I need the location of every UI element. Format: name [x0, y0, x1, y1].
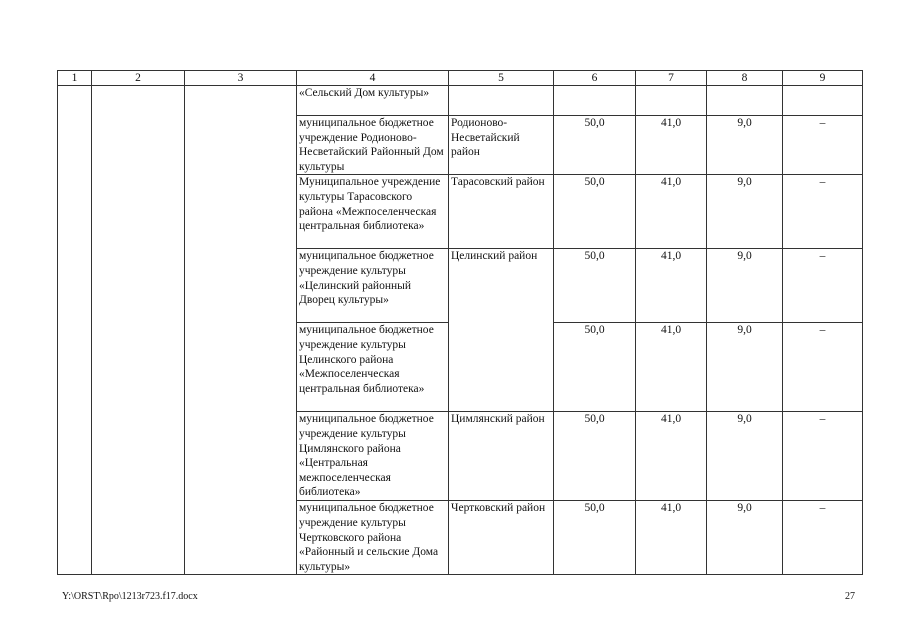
col-header-5: 5	[449, 71, 554, 86]
cell-value-8: 9,0	[707, 116, 783, 175]
cell-value-6: 50,0	[554, 175, 636, 249]
cell-district: Родионово-Несветайский район	[449, 116, 554, 175]
cell-value-9: –	[783, 116, 863, 175]
cell-value-9: –	[783, 323, 863, 412]
cell-value-7: 41,0	[636, 175, 707, 249]
cell-institution: муниципальное бюджетное учреждение культуры Целинского района «Межпоселенческая центральная библиотека»	[297, 323, 449, 412]
cell-value-8: 9,0	[707, 249, 783, 323]
cell-institution: «Сельский Дом культуры»	[297, 86, 449, 116]
cell-institution: муниципальное бюджетное учреждение культуры «Целинский районный Дворец культуры»	[297, 249, 449, 323]
cell-value-7: 41,0	[636, 412, 707, 501]
cell-value-6: 50,0	[554, 323, 636, 412]
col-header-6: 6	[554, 71, 636, 86]
cell-value-8: 9,0	[707, 412, 783, 501]
cell-district: Цимлянский район	[449, 412, 554, 501]
data-table	[57, 70, 863, 575]
cell-district: Чертковский район	[449, 501, 554, 575]
cell-institution: муниципальное бюджетное учреждение культуры Цимлянского района «Центральная межпоселенческая библиотека»	[297, 412, 449, 501]
cell-institution: Муниципальное учреждение культуры Тарасовского района «Межпоселенческая центральная библиотека»	[297, 175, 449, 249]
col-header-2: 2	[92, 71, 185, 86]
col-header-9: 9	[783, 71, 863, 86]
cell-value-8	[707, 86, 783, 116]
cell-col3	[185, 86, 297, 575]
col-header-4: 4	[297, 71, 449, 86]
cell-district: Тарасовский район	[449, 175, 554, 249]
cell-value-7	[636, 86, 707, 116]
col-header-1: 1	[58, 71, 92, 86]
cell-value-6: 50,0	[554, 412, 636, 501]
cell-district: Целинский район	[449, 249, 554, 412]
cell-value-6: 50,0	[554, 501, 636, 575]
cell-value-7: 41,0	[636, 501, 707, 575]
cell-value-8: 9,0	[707, 501, 783, 575]
cell-value-6	[554, 86, 636, 116]
cell-value-6: 50,0	[554, 116, 636, 175]
cell-value-9: –	[783, 249, 863, 323]
cell-value-8: 9,0	[707, 323, 783, 412]
cell-institution: муниципальное бюджетное учреждение культуры Чертковского района «Районный и сельские Дома культуры»	[297, 501, 449, 575]
cell-value-9: –	[783, 175, 863, 249]
cell-institution: муниципальное бюджетное учреждение Родионово-Несветайский Районный Дом культуры	[297, 116, 449, 175]
footer-file-path: Y:\ORST\Rpo\1213r723.f17.docx	[62, 591, 198, 602]
cell-value-7: 41,0	[636, 323, 707, 412]
cell-col1	[58, 86, 92, 575]
header-row	[58, 71, 863, 86]
cell-value-7: 41,0	[636, 249, 707, 323]
cell-value-9: –	[783, 501, 863, 575]
col-header-3: 3	[185, 71, 297, 86]
cell-district	[449, 86, 554, 116]
table-row	[58, 86, 863, 116]
cell-value-6: 50,0	[554, 249, 636, 323]
cell-value-8: 9,0	[707, 175, 783, 249]
footer-page-number: 27	[845, 591, 855, 602]
cell-value-9: –	[783, 412, 863, 501]
cell-value-7: 41,0	[636, 116, 707, 175]
cell-value-9	[783, 86, 863, 116]
col-header-7: 7	[636, 71, 707, 86]
col-header-8: 8	[707, 71, 783, 86]
cell-col2	[92, 86, 185, 575]
